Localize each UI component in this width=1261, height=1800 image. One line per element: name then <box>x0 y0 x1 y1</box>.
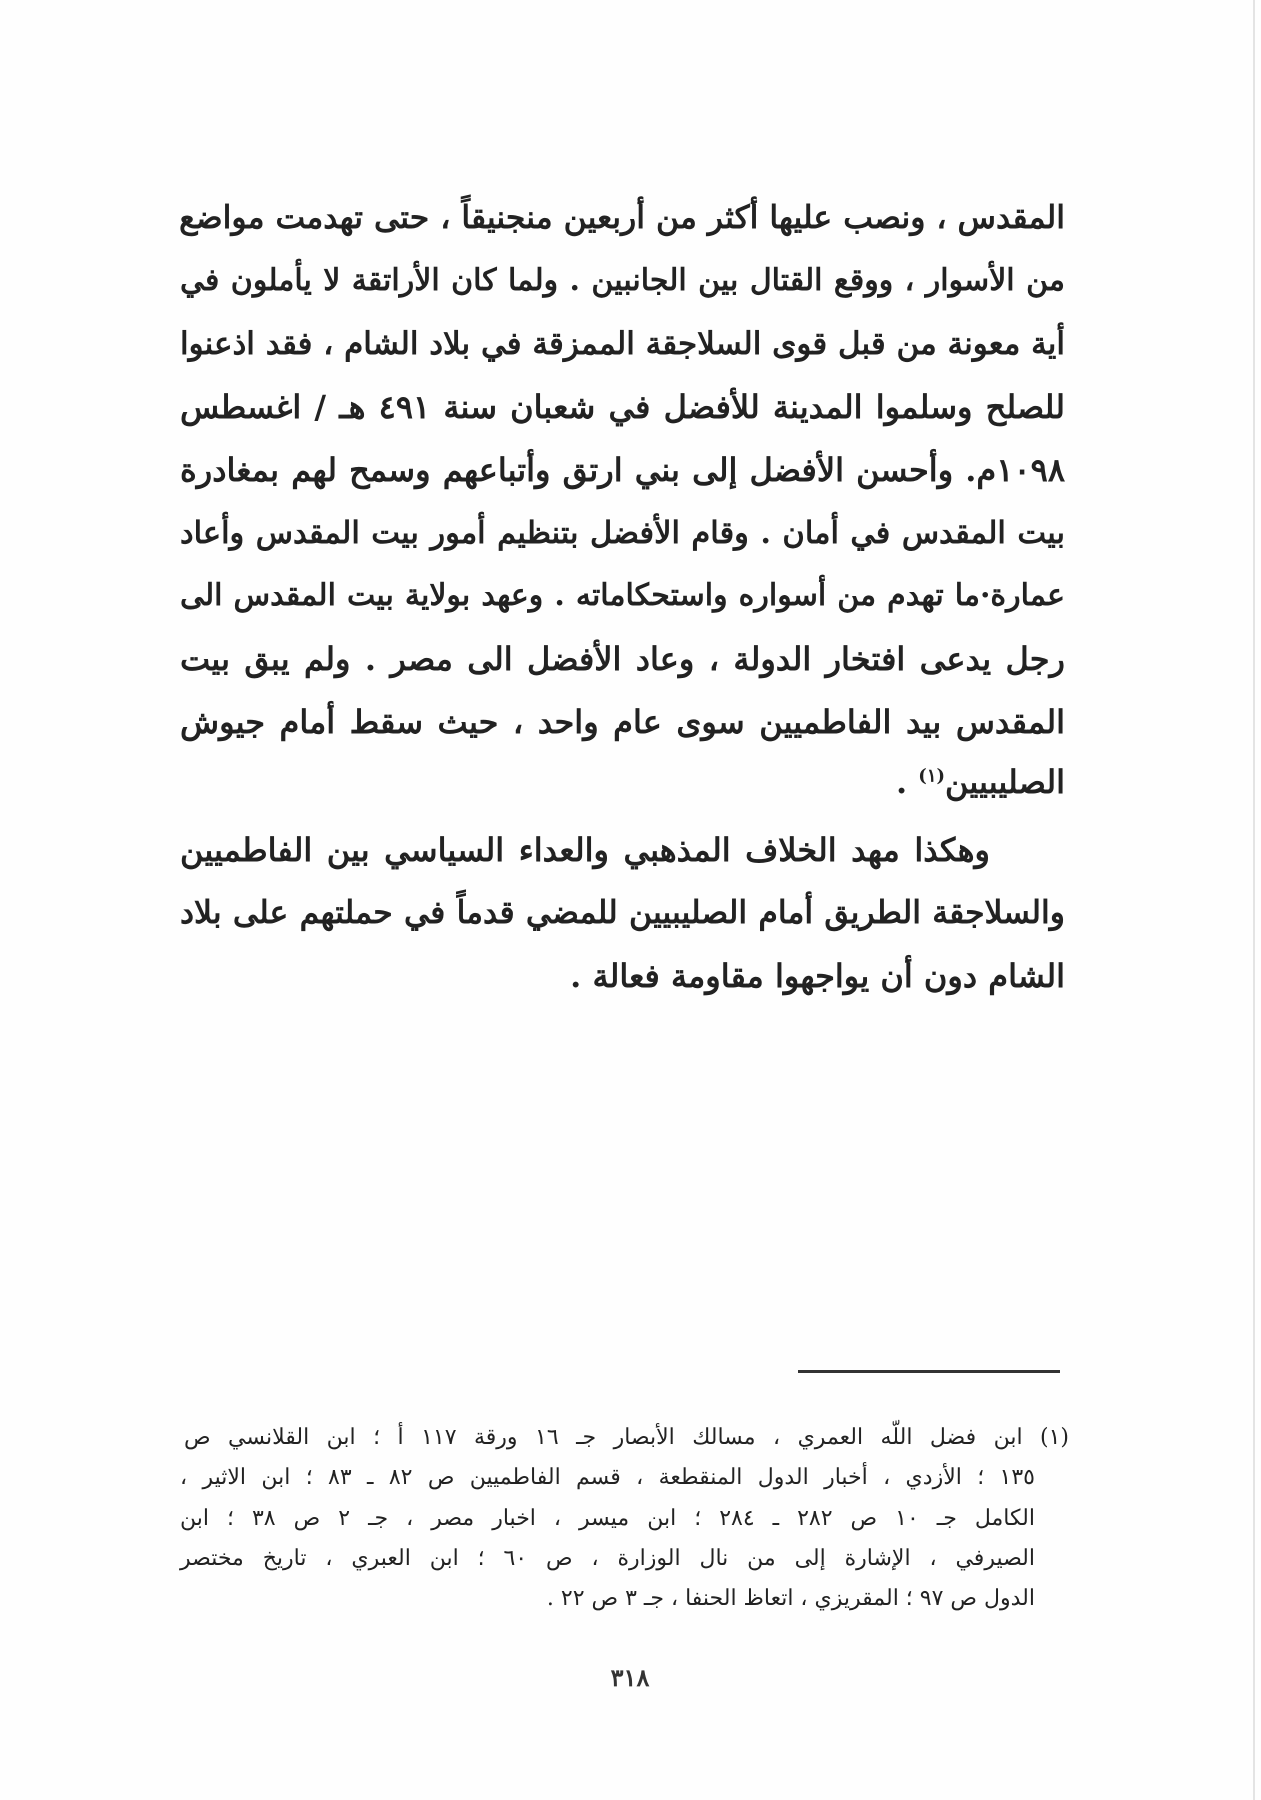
text-line: الشام دون أن يواجهوا مقاومة فعالة . <box>570 957 1065 995</box>
text-line-final <box>180 752 1065 812</box>
footnote-line: الدول ص ٩٧ ؛ المقريزي ، اتعاظ الحنفا ، جـ ٣ ص ٢٢ . <box>546 1586 1035 1611</box>
footnote-line: (١) ابن فضل اللّه العمري ، مسالك الأبصار جـ ١٦ ورقة ١١٧ أ ؛ ابن القلانسي ص <box>184 1425 1070 1450</box>
final-word: الصليبيين <box>945 763 1065 801</box>
text-line: عمارة·ما تهدم من أسواره واستحكاماته . وعهد بولاية بيت المقدس الى <box>180 578 1065 613</box>
text-line: المقدس ، ونصب عليها أكثر من أربعين منجنيقاً ، حتى تهدمت مواضع <box>179 199 1065 236</box>
page-edge-line <box>1253 0 1255 1800</box>
footnote-line: ١٣٥ ؛ الأزدي ، أخبار الدول المنقطعة ، قسم الفاطميين ص ٨٢ ـ ٨٣ ؛ ابن الاثير ، <box>180 1465 1035 1490</box>
text-line: للصلح وسلموا المدينة للأفضل في شعبان سنة ٤٩١ هـ / اغسطس <box>180 388 1066 426</box>
footnote-line: الصيرفي ، الإشارة إلى من نال الوزارة ، ص ٦٠ ؛ ابن العبري ، تاريخ مختصر <box>180 1546 1035 1571</box>
footnote-line: الكامل جـ ١٠ ص ٢٨٢ ـ ٢٨٤ ؛ ابن ميسر ، اخبار مصر ، جـ ٢ ص ٣٨ ؛ ابن <box>180 1506 1035 1531</box>
final-period: . <box>896 763 919 801</box>
page-number: ٣١٨ <box>610 1663 650 1692</box>
text-line: ١٠٩٨م. وأحسن الأفضل إلى بني ارتق وأتباعهم وسمح لهم بمغادرة <box>180 451 1065 489</box>
text-line: رجل يدعى افتخار الدولة ، وعاد الأفضل الى مصر . ولم يبق بيت <box>180 640 1065 678</box>
text-line: أية معونة من قبل قوى السلاجقة الممزقة في بلاد الشام ، فقد اذعنوا <box>180 326 1065 362</box>
footnote-separator <box>798 1370 1060 1373</box>
text-line: والسلاجقة الطريق أمام الصليبيين للمضي قدماً في حملتهم على بلاد <box>180 894 1065 931</box>
footnote-reference: (١) <box>918 765 946 787</box>
text-line: من الأسوار ، ووقع القتال بين الجانبين . ولما كان الأراتقة لا يأملون في <box>180 263 1065 298</box>
text-line: المقدس بيد الفاطميين سوى عام واحد ، حيث سقط أمام جيوش <box>180 703 1065 741</box>
text-line: بيت المقدس في أمان . وقام الأفضل بتنظيم أمور بيت المقدس وأعاد <box>180 515 1065 551</box>
text-line: وهكذا مهد الخلاف المذهبي والعداء السياسي بين الفاطميين <box>180 831 991 869</box>
